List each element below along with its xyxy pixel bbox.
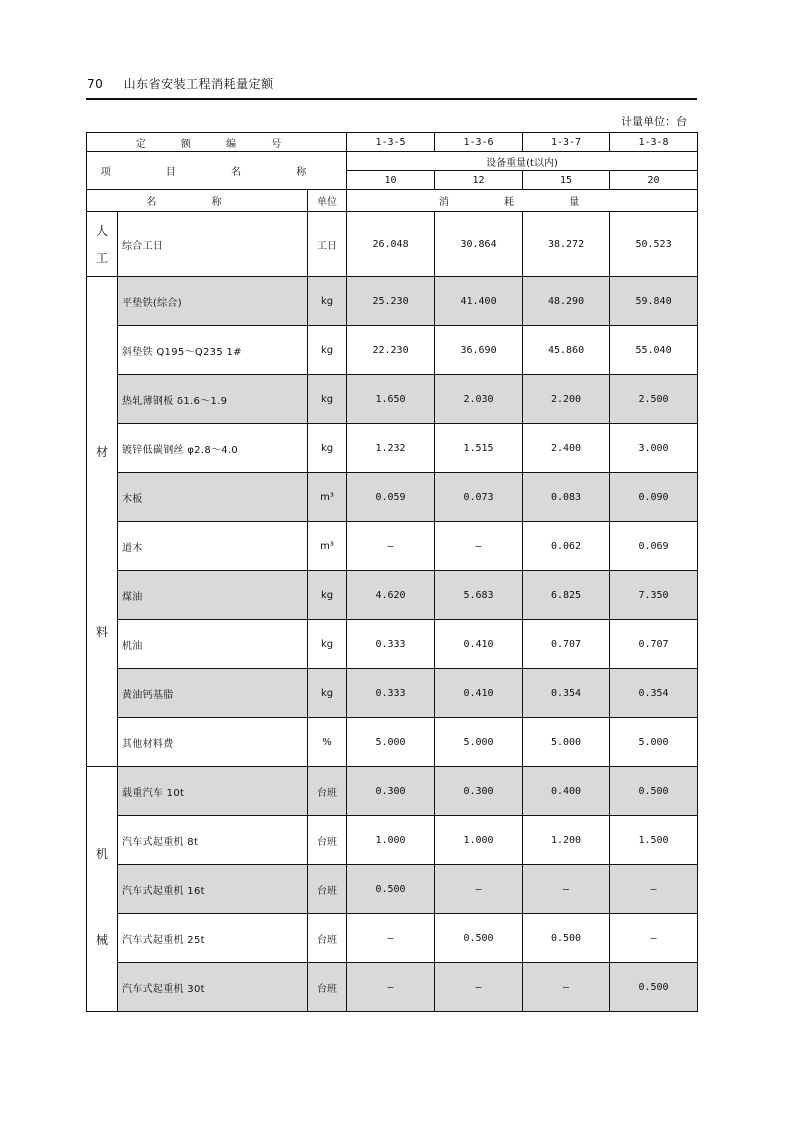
value-cell: 25.230	[347, 277, 435, 326]
value-cell: 0.500	[610, 767, 698, 816]
consumption-label: 消 耗 量	[347, 190, 698, 212]
value-cell: 0.410	[435, 669, 523, 718]
value-cell: 0.354	[523, 669, 610, 718]
value-cell: 1.650	[347, 375, 435, 424]
item-unit: kg	[308, 669, 347, 718]
table-row	[87, 620, 698, 669]
value-cell: 0.069	[610, 522, 698, 571]
value-cell: 1.515	[435, 424, 523, 473]
item-name: 煤油	[118, 571, 308, 620]
value-cell: 0.333	[347, 620, 435, 669]
value-cell: 0.500	[347, 865, 435, 914]
code-cell: 1-3-8	[610, 133, 698, 152]
item-unit: kg	[308, 326, 347, 375]
quota-code-row	[87, 133, 698, 152]
page-header	[87, 75, 274, 92]
item-unit: 台班	[308, 767, 347, 816]
book-title: 山东省安装工程消耗量定额	[123, 77, 274, 91]
category-machinery: 机 械	[87, 767, 118, 1012]
item-name: 道木	[118, 522, 308, 571]
item-unit: kg	[308, 375, 347, 424]
value-cell: 2.030	[435, 375, 523, 424]
value-cell: 4.620	[347, 571, 435, 620]
code-cell: 1-3-7	[523, 133, 610, 152]
value-cell: 0.333	[347, 669, 435, 718]
value-cell: 5.683	[435, 571, 523, 620]
value-cell: 0.410	[435, 620, 523, 669]
value-cell: 48.290	[523, 277, 610, 326]
value-cell: 0.400	[523, 767, 610, 816]
value-cell: 0.062	[523, 522, 610, 571]
value-cell: 5.000	[523, 718, 610, 767]
item-unit: kg	[308, 277, 347, 326]
value-cell: 0.500	[435, 914, 523, 963]
value-cell: —	[610, 865, 698, 914]
value-cell: 0.090	[610, 473, 698, 522]
table-row	[87, 277, 698, 326]
table-row	[87, 816, 698, 865]
value-cell: 1.200	[523, 816, 610, 865]
item-unit: %	[308, 718, 347, 767]
value-cell: 1.000	[435, 816, 523, 865]
value-cell: 7.350	[610, 571, 698, 620]
value-cell: 0.073	[435, 473, 523, 522]
item-unit: 工日	[308, 212, 347, 277]
table-row	[87, 767, 698, 816]
weight-cell: 20	[610, 171, 698, 190]
value-cell: 0.300	[347, 767, 435, 816]
header-rule	[86, 98, 697, 100]
item-unit: kg	[308, 424, 347, 473]
value-cell: 0.500	[610, 963, 698, 1012]
item-unit: m³	[308, 473, 347, 522]
weight-group-row	[87, 152, 698, 171]
value-cell: —	[523, 963, 610, 1012]
column-header-row	[87, 190, 698, 212]
item-name: 汽车式起重机 25t	[118, 914, 308, 963]
unit-note: 计量单位：台	[621, 115, 687, 128]
table-row	[87, 571, 698, 620]
item-name: 汽车式起重机 30t	[118, 963, 308, 1012]
table-row	[87, 424, 698, 473]
value-cell: 1.500	[610, 816, 698, 865]
item-unit: 台班	[308, 963, 347, 1012]
value-cell: 41.400	[435, 277, 523, 326]
category-labor: 人 工	[87, 212, 118, 277]
table-row	[87, 212, 698, 277]
table-row	[87, 326, 698, 375]
value-cell: 0.300	[435, 767, 523, 816]
value-cell: 0.707	[523, 620, 610, 669]
item-name: 镀锌低碳钢丝 φ2.8～4.0	[118, 424, 308, 473]
item-name: 木板	[118, 473, 308, 522]
value-cell: 1.232	[347, 424, 435, 473]
item-name: 斜垫铁 Q195～Q235 1#	[118, 326, 308, 375]
page-number: 70	[87, 77, 104, 91]
value-cell: 5.000	[435, 718, 523, 767]
table-row	[87, 669, 698, 718]
value-cell: 2.500	[610, 375, 698, 424]
item-unit: kg	[308, 620, 347, 669]
value-cell: 2.200	[523, 375, 610, 424]
item-name: 汽车式起重机 16t	[118, 865, 308, 914]
value-cell: 45.860	[523, 326, 610, 375]
weight-cell: 15	[523, 171, 610, 190]
value-cell: —	[435, 522, 523, 571]
value-cell: —	[435, 865, 523, 914]
value-cell: 50.523	[610, 212, 698, 277]
item-name: 黄油钙基脂	[118, 669, 308, 718]
value-cell: 22.230	[347, 326, 435, 375]
value-cell: 6.825	[523, 571, 610, 620]
value-cell: 59.840	[610, 277, 698, 326]
weight-group-label: 设备重量(t以内)	[347, 152, 698, 171]
project-name-label: 项 目 名 称	[87, 152, 347, 190]
table-row	[87, 914, 698, 963]
value-cell: 38.272	[523, 212, 610, 277]
item-unit: 台班	[308, 816, 347, 865]
col-unit-label: 单位	[308, 190, 347, 212]
weight-cell: 10	[347, 171, 435, 190]
value-cell: 0.083	[523, 473, 610, 522]
value-cell: 55.040	[610, 326, 698, 375]
table-row	[87, 522, 698, 571]
value-cell: —	[435, 963, 523, 1012]
item-name: 平垫铁(综合)	[118, 277, 308, 326]
value-cell: —	[347, 522, 435, 571]
category-materials: 材 料	[87, 277, 118, 767]
item-name: 汽车式起重机 8t	[118, 816, 308, 865]
value-cell: 0.059	[347, 473, 435, 522]
item-name: 机油	[118, 620, 308, 669]
item-name: 综合工日	[118, 212, 308, 277]
value-cell: 0.354	[610, 669, 698, 718]
value-cell: —	[610, 914, 698, 963]
item-unit: 台班	[308, 865, 347, 914]
value-cell: 5.000	[347, 718, 435, 767]
item-name: 热轧薄钢板 δ1.6～1.9	[118, 375, 308, 424]
value-cell: 2.400	[523, 424, 610, 473]
table-row	[87, 473, 698, 522]
item-name: 载重汽车 10t	[118, 767, 308, 816]
quota-table	[86, 132, 698, 1012]
item-unit: m³	[308, 522, 347, 571]
code-cell: 1-3-6	[435, 133, 523, 152]
value-cell: 0.707	[610, 620, 698, 669]
value-cell: —	[347, 914, 435, 963]
value-cell: 0.500	[523, 914, 610, 963]
code-cell: 1-3-5	[347, 133, 435, 152]
col-name-label: 名 称	[87, 190, 308, 212]
item-unit: 台班	[308, 914, 347, 963]
table-row	[87, 865, 698, 914]
table-row	[87, 375, 698, 424]
value-cell: 3.000	[610, 424, 698, 473]
value-cell: 5.000	[610, 718, 698, 767]
weight-cell: 12	[435, 171, 523, 190]
table-row	[87, 718, 698, 767]
item-unit: kg	[308, 571, 347, 620]
table-row	[87, 963, 698, 1012]
quota-code-label: 定 额 编 号	[87, 133, 347, 152]
value-cell: 30.864	[435, 212, 523, 277]
value-cell: —	[523, 865, 610, 914]
item-name: 其他材料费	[118, 718, 308, 767]
value-cell: —	[347, 963, 435, 1012]
value-cell: 36.690	[435, 326, 523, 375]
value-cell: 1.000	[347, 816, 435, 865]
value-cell: 26.048	[347, 212, 435, 277]
